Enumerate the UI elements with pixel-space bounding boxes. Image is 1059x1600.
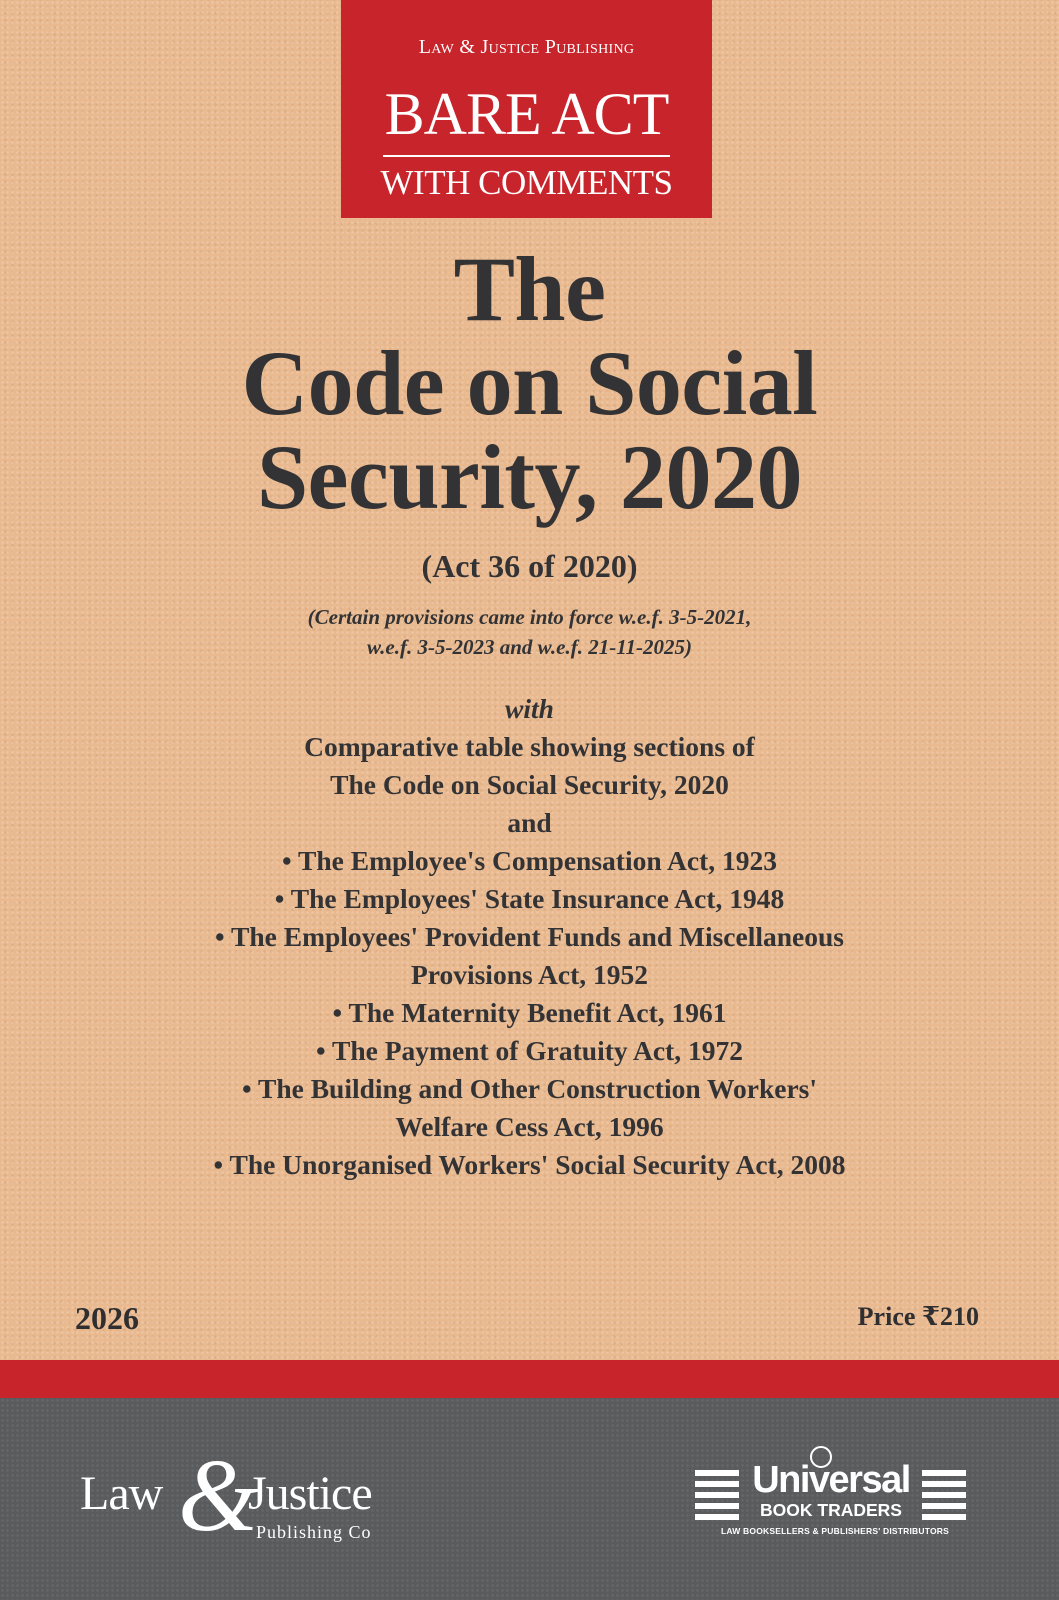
act-list-item: Provisions Act, 1952 bbox=[410, 959, 649, 990]
logo-justice-text: Justice bbox=[248, 1467, 372, 1520]
act-number: (Act 36 of 2020) bbox=[421, 548, 638, 584]
act-list-item: • The Maternity Benefit Act, 1961 bbox=[332, 997, 727, 1028]
distributor-subtitle: BOOK TRADERS bbox=[760, 1500, 902, 1520]
and-label: and bbox=[507, 807, 552, 838]
act-list-item: • The Building and Other Construction Workers' bbox=[241, 1073, 818, 1104]
provisions-note bbox=[0, 602, 1059, 662]
red-stripe bbox=[0, 1360, 1059, 1398]
title-line-1: The bbox=[453, 238, 606, 340]
logo-publishing-text: Publishing Co bbox=[256, 1522, 372, 1542]
book-title bbox=[0, 238, 1059, 528]
act-list-item: • The Employees' Provident Funds and Miscellaneous bbox=[215, 921, 844, 952]
distributor-tagline: LAW BOOKSELLERS & PUBLISHERS' DISTRIBUTORS bbox=[721, 1526, 949, 1536]
act-list-item: • The Employee's Compensation Act, 1923 bbox=[282, 845, 777, 876]
bare-act-badge bbox=[341, 0, 712, 218]
provisions-line-1: (Certain provisions came into force w.e.f. 3-5-2021, bbox=[307, 605, 752, 629]
act-list-item: • The Unorganised Workers' Social Security Act, 2008 bbox=[213, 1149, 846, 1180]
provisions-line-2: w.e.f. 3-5-2023 and w.e.f. 21-11-2025) bbox=[366, 635, 693, 659]
logo-ampersand: & bbox=[178, 1438, 259, 1553]
distributor-name: Universal bbox=[752, 1459, 910, 1501]
act-list-item: • The Employees' State Insurance Act, 1948 bbox=[274, 883, 785, 914]
act-list-item: • The Payment of Gratuity Act, 1972 bbox=[316, 1035, 743, 1066]
badge-publisher: Law & Justice Publishing bbox=[418, 36, 635, 58]
price-label: Price ₹210 bbox=[857, 1302, 979, 1331]
stacked-bars-icon bbox=[695, 1470, 739, 1525]
badge-divider bbox=[383, 155, 670, 157]
stacked-bars-icon bbox=[922, 1470, 966, 1525]
logo-law-text: Law bbox=[80, 1467, 163, 1520]
law-justice-logo bbox=[80, 1438, 420, 1553]
edition-year: 2026 bbox=[75, 1300, 139, 1336]
comparative-line-2: The Code on Social Security, 2020 bbox=[330, 769, 729, 800]
contents-list bbox=[0, 690, 1059, 1184]
comparative-line-1: Comparative table showing sections of bbox=[304, 731, 755, 762]
title-line-2: Code on Social bbox=[241, 332, 818, 434]
badge-subtitle: WITH COMMENTS bbox=[380, 163, 673, 202]
act-list-item: Welfare Cess Act, 1996 bbox=[395, 1111, 664, 1142]
title-line-3: Security, 2020 bbox=[257, 426, 802, 528]
with-label: with bbox=[505, 693, 554, 724]
badge-title: BARE ACT bbox=[384, 81, 669, 147]
universal-book-traders-logo bbox=[690, 1440, 980, 1550]
